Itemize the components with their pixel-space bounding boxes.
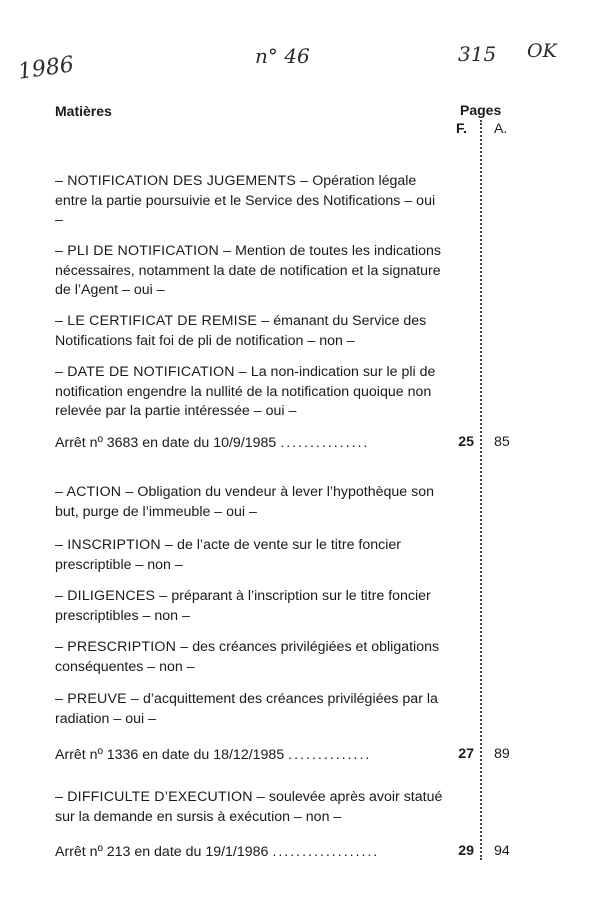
entry-keyword: – PRESCRIPTION – bbox=[55, 639, 189, 655]
arret-line bbox=[55, 434, 465, 454]
handwritten-year: 1986 bbox=[16, 52, 76, 85]
entry-text: Mention de toutes les indications nécessaires, notamment la date de notification et la signature de l’Agent – oui – bbox=[55, 243, 441, 298]
index-entry bbox=[55, 536, 443, 575]
index-entry bbox=[55, 587, 443, 626]
arret-line bbox=[55, 746, 465, 766]
entry-text: Opération légale entre la partie poursuivie et le Service des Notifications – oui – bbox=[55, 173, 436, 228]
entry-keyword: – DATE DE NOTIFICATION – bbox=[55, 364, 247, 380]
page-f-value: 27 bbox=[458, 746, 474, 762]
entry-text: émanant du Service des Notifications fait foi de pli de notification – non – bbox=[55, 313, 427, 349]
entry-keyword: – LE CERTIFICAT DE REMISE – bbox=[55, 313, 270, 329]
index-entry bbox=[55, 242, 443, 301]
entry-text: Obligation du vendeur à lever l’hypothèque son but, purge de l’immeuble – oui – bbox=[55, 484, 434, 520]
entry-text: de l’acte de vente sur le titre foncier prescriptible – non – bbox=[55, 537, 402, 573]
arret-leaders: .................. bbox=[272, 844, 380, 860]
entry-text: La non-indication sur le pli de notification engendre la nullité de la notification quoique non relevée par la partie intéressée – oui – bbox=[55, 364, 436, 419]
pages-header: Pages bbox=[460, 102, 502, 118]
arret-leaders: .............. bbox=[288, 747, 372, 763]
arret-label: Arrêt nº 213 en date du 19/1/1986 bbox=[55, 844, 269, 860]
entry-keyword: – DILIGENCES – bbox=[55, 588, 168, 604]
entry-text: soulevée après avoir statué sur la demande en sursis à exécution – non – bbox=[55, 789, 443, 825]
page-a-value: 89 bbox=[494, 746, 510, 762]
entry-keyword: – PLI DE NOTIFICATION – bbox=[55, 243, 232, 259]
index-entry bbox=[55, 312, 443, 351]
arret-label: Arrêt nº 3683 en date du 10/9/1985 bbox=[55, 435, 277, 451]
page-f-value: 25 bbox=[458, 434, 474, 450]
entry-text: des créances privilégiées et obligations conséquentes – non – bbox=[55, 639, 440, 675]
index-entry bbox=[55, 172, 443, 231]
page-a-column-header: A. bbox=[494, 120, 508, 136]
arret-leaders: ............... bbox=[280, 435, 370, 451]
entry-keyword: – DIFFICULTE D’EXECUTION – bbox=[55, 789, 265, 805]
arret-label: Arrêt nº 1336 en date du 18/12/1985 bbox=[55, 747, 285, 763]
handwritten-number: n° 46 bbox=[255, 44, 310, 68]
index-entry bbox=[55, 483, 443, 522]
column-divider bbox=[480, 120, 482, 860]
entry-keyword: – ACTION – bbox=[55, 484, 134, 500]
page-f-column-header: F. bbox=[456, 120, 467, 136]
index-entry bbox=[55, 638, 443, 677]
entry-keyword: – INSCRIPTION – bbox=[55, 537, 174, 553]
handwritten-ok: OK bbox=[527, 40, 557, 62]
entry-text: d’acquittement des créances privilégiées par la radiation – oui – bbox=[55, 691, 438, 727]
handwritten-reference: 315 bbox=[458, 42, 497, 66]
index-entry bbox=[55, 788, 443, 827]
index-entry bbox=[55, 690, 443, 729]
page-a-value: 94 bbox=[494, 843, 510, 859]
arret-line bbox=[55, 843, 465, 863]
page-f-value: 29 bbox=[458, 843, 474, 859]
entry-keyword: – NOTIFICATION DES JUGEMENTS – bbox=[55, 173, 309, 189]
entry-keyword: – PREUVE – bbox=[55, 691, 140, 707]
page-a-value: 85 bbox=[494, 434, 510, 450]
subjects-header: Matières bbox=[55, 103, 112, 119]
entry-text: préparant à l’inscription sur le titre foncier prescriptibles – non – bbox=[55, 588, 431, 624]
index-entry bbox=[55, 363, 443, 422]
